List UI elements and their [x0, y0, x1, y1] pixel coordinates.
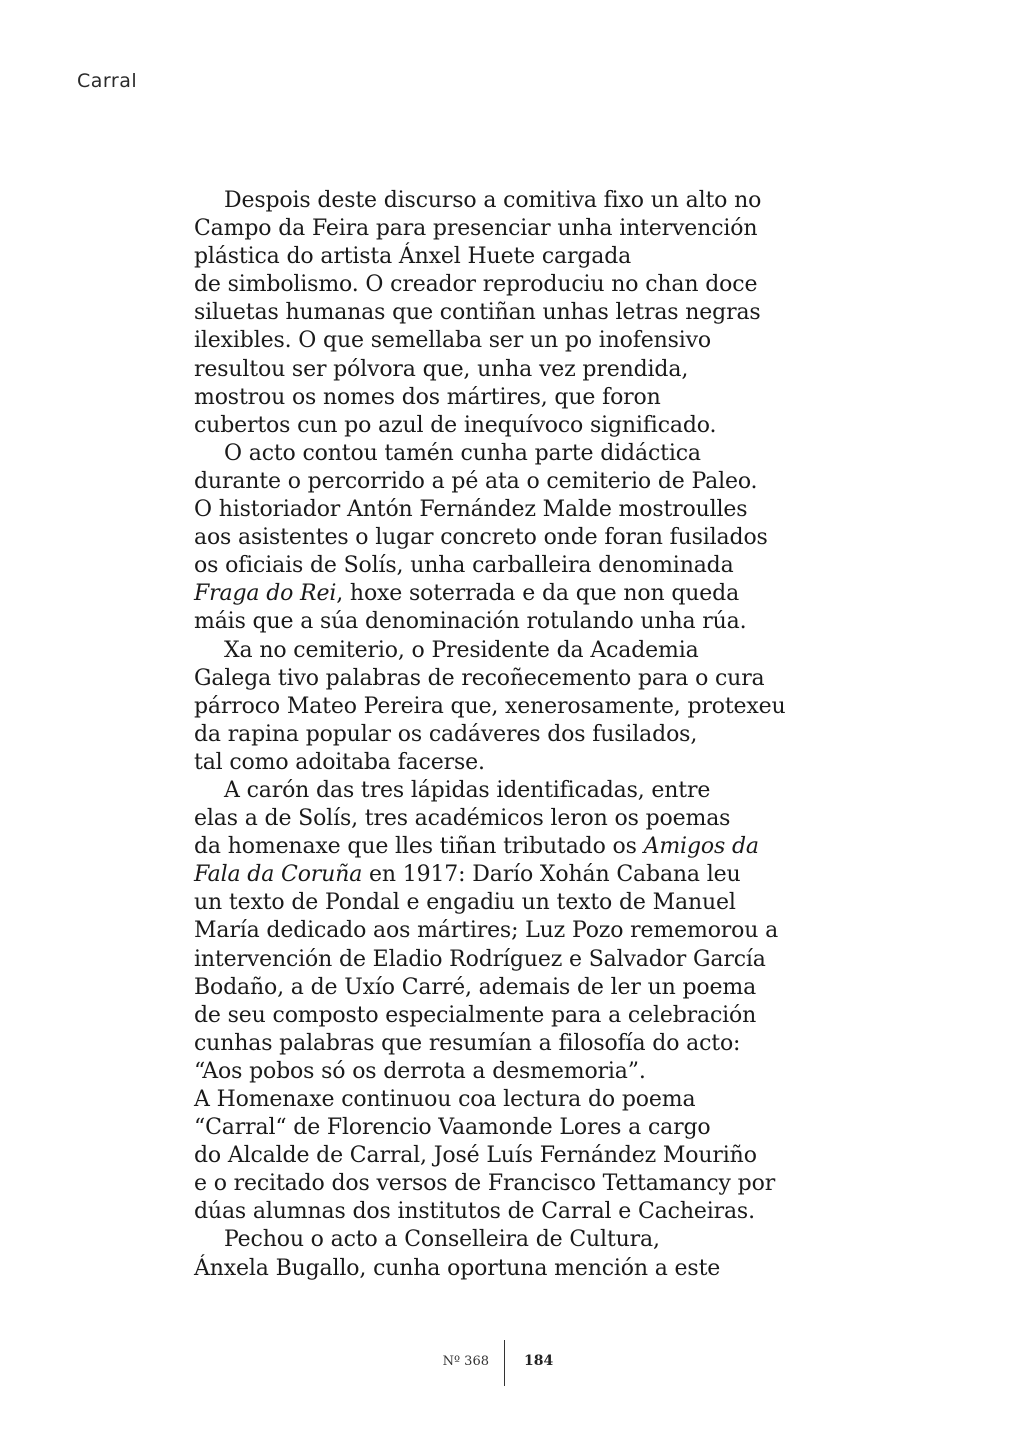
page-number: 184 [524, 1353, 554, 1369]
text-run: , hoxe soterrada e da que non queda [336, 581, 740, 607]
text-line: Xa no cemiterio, o Presidente da Academia [224, 637, 699, 663]
text-line: siluetas humanas que contiñan unhas letras negras [194, 300, 761, 326]
text-line: e o recitado dos versos de Francisco Tettamancy por [194, 1171, 776, 1197]
paragraph [194, 187, 854, 440]
text-line: da rapina popular os cadáveres dos fusilados, [194, 721, 698, 747]
text-line: Campo da Feira para presenciar unha intervención [194, 216, 758, 242]
paragraph [194, 1226, 854, 1282]
text-line: cunhas palabras que resumían a filosofía do acto: [194, 1030, 741, 1056]
text-line: O acto contou tamén cunha parte didáctica [224, 440, 701, 466]
text-line: aos asistentes o lugar concreto onde foran fusilados [194, 525, 768, 551]
text-line: intervención de Eladio Rodríguez e Salvador García [194, 946, 766, 972]
text-line: ilexibles. O que semellaba ser un po inofensivo [194, 328, 712, 354]
text-line: durante o percorrido a pé ata o cemiterio de Paleo. [194, 468, 758, 494]
text-line: Ánxela Bugallo, cunha oportuna mención a este [194, 1255, 721, 1281]
text-line: do Alcalde de Carral, José Luís Fernández Mouriño [194, 1143, 757, 1169]
text-line: de simbolismo. O creador reproduciu no chan doce [194, 272, 758, 298]
text-line: O historiador Antón Fernández Malde mostroulles [194, 497, 748, 523]
text-line: Pechou o acto a Conselleira de Cultura, [224, 1227, 660, 1253]
text-line: Bodaño, a de Uxío Carré, ademais de ler un poema [194, 974, 757, 1000]
text-line: máis que a súa denominación rotulando unha rúa. [194, 609, 747, 635]
text-line: mostrou os nomes dos mártires, que foron [194, 384, 661, 410]
text-line [194, 861, 854, 889]
text-line: “Carral“ de Florencio Vaamonde Lores a cargo [194, 1115, 711, 1141]
text-line: de seu composto especialmente para a celebración [194, 1002, 757, 1028]
text-line: un texto de Pondal e engadiu un texto de Manuel [194, 890, 736, 916]
issue-number: Nº 368 [442, 1354, 489, 1369]
paragraph [194, 777, 854, 1227]
article-body [194, 187, 854, 1283]
page-footer [0, 1340, 1010, 1386]
text-line: A Homenaxe continuou coa lectura do poema [194, 1087, 696, 1112]
running-head: Carral [77, 70, 138, 92]
paragraph [194, 440, 854, 637]
italic-group-name: Fala da Coruña [194, 862, 363, 888]
text-line: párroco Mateo Pereira que, xenerosamente, protexeu [194, 693, 786, 719]
text-run: en 1917: Darío Xohán Cabana leu [362, 862, 741, 888]
text-line: plástica do artista Ánxel Huete cargada [194, 244, 632, 270]
text-line: María dedicado aos mártires; Luz Pozo rememorou a [194, 918, 779, 944]
text-line [194, 580, 854, 608]
text-line: Galega tivo palabras de recoñecemento para o cura [194, 665, 765, 691]
text-line: resultou ser pólvora que, unha vez prendida, [194, 356, 689, 382]
text-line: tal como adoitaba facerse. [194, 749, 485, 775]
italic-place-name: Fraga do Rei [194, 581, 337, 607]
text-line: cubertos cun po azul de inequívoco significado. [194, 412, 717, 438]
text-line [194, 833, 854, 861]
text-line: dúas alumnas dos institutos de Carral e Cacheiras. [194, 1199, 755, 1225]
text-line: elas a de Solís, tres académicos leron os poemas [194, 806, 731, 832]
text-line: Despois deste discurso a comitiva fixo un alto no [224, 188, 762, 213]
text-line: “Aos pobos só os derrota a desmemoria”. [194, 1058, 646, 1084]
text-run: da homenaxe que lles tiñan tributado os [194, 834, 644, 860]
italic-group-name: Amigos da [643, 834, 759, 860]
text-line: os oficiais de Solís, unha carballeira denominada [194, 553, 734, 579]
paragraph [194, 637, 854, 777]
footer-divider [504, 1340, 505, 1386]
text-line: A carón das tres lápidas identificadas, entre [224, 777, 711, 803]
